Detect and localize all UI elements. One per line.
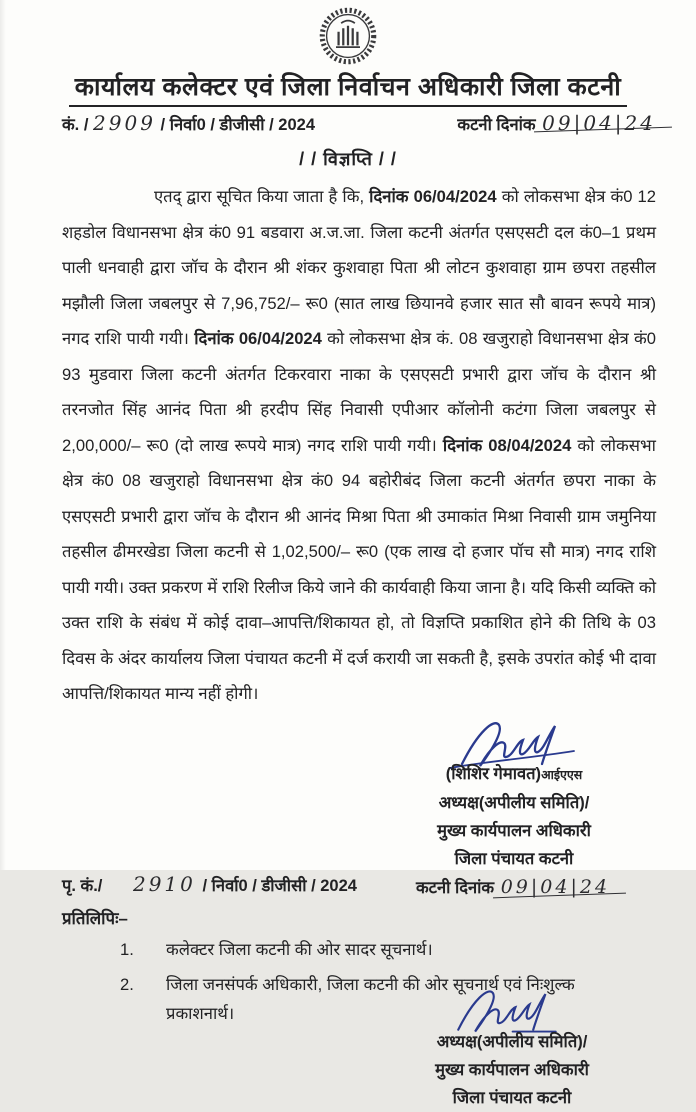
place-date-label: कटनी दिनांक [457,116,536,134]
ref-suffix: / निर्वा0 / डीजीसी / 2024 [160,116,316,134]
copy-item [120,935,696,964]
copies-label: प्रतिलिपिः– [62,908,128,928]
signatory2-role-3: जिला पंचायत कटनी [452,1088,572,1107]
signatory2-role-1: अध्यक्ष(अपीलीय समिति)/ [436,1032,588,1051]
copy-item-text: जिला जनसंपर्क अधिकारी, जिला कटनी की ओर सूचनार्थ एवं निःशुल्क प्रकाशनार्थ। [166,974,575,1023]
notice-body: एतद् द्वारा सूचित किया जाता है कि, दिनांक 06/04/2024 को लोकसभा क्षेत्र कं0 12 शहडोल विधानसभा क्षेत्र कं0 91 बडवारा अ.ज.जा. जिला कटनी अंतर्गत एसएसटी दल कं0–1 प्रथम पाली धनवाही द्वारा जॉच के दौरान श्री शंकर कुशवाहा पिता श्री लोटन कुशवाहा ग्राम छपरा तहसील मझौली जिला जबलपुर से 7,96,752/– रू0 (सात लाख छियानवे हजार सात सौ बावन रूपये मात्र) नगद राशि पायी गयी। दिनांक 06/04/2024 को लोकसभा क्षेत्र कं. 08 खजुराहो विधानसभा क्षेत्र कं0 93 मुडवारा जिला कटनी अंतर्गत टिकरवारा नाका के एसएसटी प्रभारी द्वारा जॉच के दौरान श्री तरनजोत सिंह आनंद पिता श्री हरदीप सिंह निवासी एपीआर कॉलोनी कटंगा जिला जबलपुर से 2,00,000/– रू0 (दो लाख रूपये मात्र) नगद राशि पायी गयी। दिनांक 08/04/2024 को लोकसभा क्षेत्र कं0 08 खजुराहो विधानसभा क्षेत्र कं0 94 बहोरीबंद जिला कटनी अंतर्गत छपरा नाका के एसएसटी प्रभारी द्वारा जॉच के दौरान श्री आनंद मिश्रा पिता श्री उमाकांत मिश्रा निवासी ग्राम जमुनिया तहसील ढीमरखेडा जिला कटनी से 1,02,500/– रू0 (एक लाख दो हजार पॉच सौ मात्र) नगद राशि पायी गयी। उक्त प्रकरण में राशि रिलीज किये जाने की कार्यवाही किया जाना है। यदि किसी व्यक्ति को उक्त राशि के संबंध में कोई दावा–आपत्ति/शिकायत हो, तो विज्ञप्ति प्रकाशित होने की तिथि के 03 दिवस के अंदर कार्यालय जिला पंचायत कटनी में दर्ज करायी जा सकती है, इसके उपरांत कोई भी दावा आपत्ति/शिकायत मान्य नहीं होगी। [62,187,656,703]
signature-date-handwritten: 09|04|24 [499,873,612,901]
copy-ref-suffix: / निर्वा0 / डीजीसी / 2024 [202,876,357,895]
signature-block-2 [362,982,662,1112]
copy-ref-number-handwritten: 2910 [132,871,196,896]
signatory-role-3: जिला पंचायत कटनी [454,849,574,868]
signature-place-date-label: कटनी दिनांक [415,878,495,897]
copy-item-number: 1. [120,939,134,959]
signatory2-role-2: मुख्य कार्यपालन अधिकारी [435,1060,589,1079]
signatory-role-1: अध्यक्ष(अपीलीय समिति)/ [438,793,590,812]
ref-number-handwritten: 2909 [93,111,156,135]
copy-item-number: 2. [120,974,134,994]
reference-number [62,111,315,135]
office-title: कार्यालय कलेक्टर एवं जिला निर्वाचन अधिकारी जिला कटनी [69,72,627,107]
signatory-cadre: आईएएस [541,767,583,782]
reference-number-row [0,107,696,135]
place-date [457,111,658,135]
emblem-container [0,6,696,68]
copy-ref-prefix: पृ. कं./ [62,876,103,895]
ref-prefix: कं. / [62,116,89,134]
signatory-name-line [364,760,664,789]
copy-item-text: कलेक्टर जिला कटनी की ओर सादर सूचनार्थ। [166,939,433,959]
date-handwritten: 09|04|24 [542,111,656,135]
notice-heading: / / विज्ञप्ति / / [299,149,397,169]
signatory-role-2: मुख्य कार्यपालन अधिकारी [437,821,591,840]
state-emblem-icon [318,6,378,66]
signatory-name: (शिशिर गेमावत) [445,764,542,783]
